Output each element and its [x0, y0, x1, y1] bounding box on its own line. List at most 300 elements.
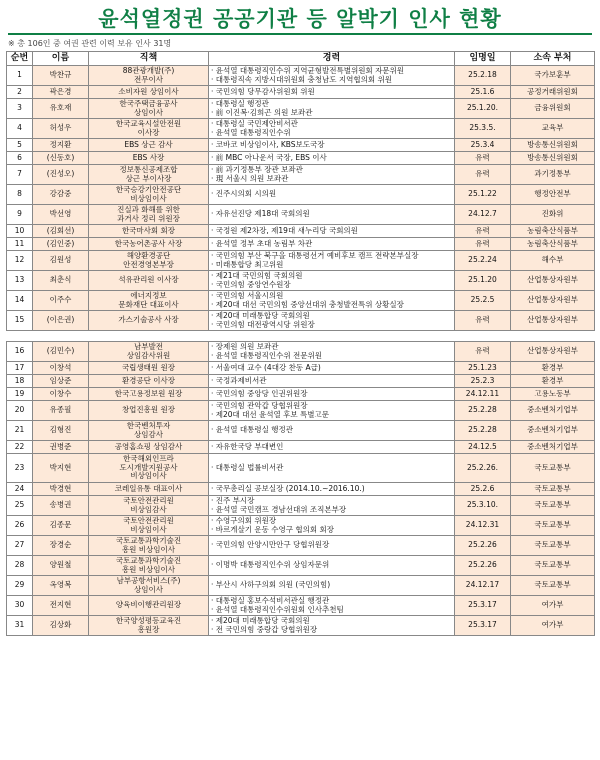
row-name: 송병권: [33, 496, 89, 516]
row-ministry: 농림축산식품부: [511, 238, 595, 251]
row-position: [89, 342, 209, 362]
position-line: 남부공항서비스(주): [116, 576, 181, 585]
position-line: 가스기술공사 사장: [118, 315, 179, 325]
row-number: 5: [7, 139, 33, 152]
row-date: 25.2.26: [455, 556, 511, 576]
row-name: 옥영복: [33, 576, 89, 596]
row-position: [89, 616, 209, 636]
header-date: 임명일: [455, 52, 511, 66]
row-ministry: 환경부: [511, 375, 595, 388]
row-career: [209, 342, 455, 362]
row-date: 25.1.23: [455, 362, 511, 375]
row-number: 19: [7, 388, 33, 401]
position-line: 한국마사회 회장: [121, 225, 176, 235]
row-position: [89, 311, 209, 331]
table-row: [7, 291, 595, 311]
career-line: · 자유선진당 제18대 국회의원: [211, 209, 310, 219]
career-line: · 윤석열 대통령직인수위: [211, 127, 291, 137]
career-line: · 윤석열 정부 초대 농림부 차관: [211, 238, 313, 248]
row-career: [209, 225, 455, 238]
row-name: 박경현: [33, 483, 89, 496]
row-name: 이창수: [33, 388, 89, 401]
row-position: [89, 496, 209, 516]
row-ministry: 국토교통부: [511, 454, 595, 483]
career-line: · 국정과제비서관: [211, 375, 267, 385]
row-date: 24.12.5: [455, 441, 511, 454]
table-row: [7, 251, 595, 271]
table-row: [7, 556, 595, 576]
row-name: (이은권): [33, 311, 89, 331]
position-line: 에너지정보: [130, 291, 167, 300]
row-number: 22: [7, 441, 33, 454]
career-line: · 윤석열 국민캠프 경남선대위 조직본부장: [211, 504, 347, 514]
row-date: 유력: [455, 238, 511, 251]
position-line: 비상임이사: [130, 471, 167, 481]
row-career: [209, 291, 455, 311]
row-name: (김회선): [33, 225, 89, 238]
row-number: 14: [7, 291, 33, 311]
row-number: 24: [7, 483, 33, 496]
row-name: (김민수): [33, 342, 89, 362]
row-date: 25.3.17: [455, 616, 511, 636]
position-line: 문화재단 대표이사: [118, 299, 179, 309]
position-line: 남부발전: [134, 342, 163, 351]
row-date: 25.1.20.: [455, 99, 511, 119]
header-position: 직책: [89, 52, 209, 66]
row-date: 25.2.5: [455, 291, 511, 311]
row-career: [209, 401, 455, 421]
position-line: 양육비이행관리원장: [115, 600, 182, 610]
row-number: 23: [7, 454, 33, 483]
career-line: · 대통령실 홍보수석비서관실 행정관: [211, 596, 330, 605]
row-position: [89, 401, 209, 421]
row-career: [209, 454, 455, 483]
position-line: 환경공단 이사장: [121, 375, 176, 385]
position-line: 도시개발지원공사: [119, 462, 178, 472]
row-date: 25.3.4: [455, 139, 511, 152]
career-line: · 제20대 대선 윤석열 후보 특별고문: [211, 409, 330, 419]
table-row: [7, 536, 595, 556]
position-line: 비상임이사: [130, 193, 167, 203]
row-number: 21: [7, 421, 33, 441]
position-line: 소비자원 상임이사: [118, 86, 179, 96]
career-line: · 국민의힘 중앙당 인권위원장: [211, 388, 308, 398]
row-number: 31: [7, 616, 33, 636]
table-row: [7, 225, 595, 238]
position-line: 한국승강기안전공단: [115, 185, 182, 194]
table-row: [7, 119, 595, 139]
row-career: [209, 66, 455, 86]
row-date: 25.2.3: [455, 375, 511, 388]
row-date: 유력: [455, 152, 511, 165]
career-line: · 現 서울시 의원 보좌관: [211, 173, 289, 183]
row-ministry: 국토교통부: [511, 576, 595, 596]
career-line: · 코바코 비상임이사, KBS보도국장: [211, 139, 325, 149]
row-career: [209, 271, 455, 291]
table-row: [7, 185, 595, 205]
row-name: 박찬규: [33, 66, 89, 86]
row-position: [89, 139, 209, 152]
position-line: EBS 사장: [132, 152, 165, 162]
row-number: 27: [7, 536, 33, 556]
position-line: 상임이사: [134, 584, 163, 594]
position-line: 한국양성평등교육진: [115, 616, 182, 625]
header-career: 경력: [209, 52, 455, 66]
row-number: 28: [7, 556, 33, 576]
row-date: 25.2.6: [455, 483, 511, 496]
row-name: 박지현: [33, 454, 89, 483]
row-date: 24.12.17: [455, 576, 511, 596]
career-line: · 전 국민의힘 중랑갑 당협위원장: [211, 624, 318, 634]
row-name: (김인중): [33, 238, 89, 251]
position-line: 정보통신공제조합: [119, 165, 178, 174]
row-career: [209, 556, 455, 576]
row-position: [89, 421, 209, 441]
row-number: 12: [7, 251, 33, 271]
table-row: [7, 441, 595, 454]
career-line: · 국정원 제2차장, 제19대 새누리당 국회의원: [211, 225, 358, 235]
table-row: [7, 616, 595, 636]
career-line: · 윤석열 대통령직인수위 지역균형발전특별위원회 자문위원: [211, 66, 405, 75]
career-line: · 윤석열 대통령직인수위 전문위원: [211, 350, 322, 360]
table-row: [7, 576, 595, 596]
career-line: · 미래통합당 최고위원: [211, 259, 284, 269]
row-ministry: 진화위: [511, 205, 595, 225]
row-number: 1: [7, 66, 33, 86]
table-row: [7, 271, 595, 291]
row-number: 7: [7, 165, 33, 185]
row-position: [89, 362, 209, 375]
row-name: 장경순: [33, 536, 89, 556]
row-name: 이주수: [33, 291, 89, 311]
row-ministry: 국토교통부: [511, 496, 595, 516]
row-name: (신동호): [33, 152, 89, 165]
row-position: [89, 185, 209, 205]
row-number: 9: [7, 205, 33, 225]
row-date: 25.2.28: [455, 401, 511, 421]
career-line: · 국민의힘 대전광역시당 위원장: [211, 319, 315, 329]
position-line: 비상임이사: [130, 524, 167, 534]
row-date: 유력: [455, 225, 511, 238]
row-position: [89, 205, 209, 225]
position-line: 한국주택금융공사: [119, 99, 178, 108]
position-line: 비상임감사: [130, 504, 167, 514]
row-position: [89, 596, 209, 616]
career-line: · 수영구의회 위원장: [211, 516, 277, 525]
row-ministry: 산업통상자원부: [511, 291, 595, 311]
row-ministry: 금융위원회: [511, 99, 595, 119]
row-ministry: 행정안전부: [511, 185, 595, 205]
row-ministry: 여가부: [511, 596, 595, 616]
career-line: · 국무총리실 공보실장 (2014.10.~2016.10.): [211, 483, 365, 493]
row-career: [209, 616, 455, 636]
position-line: 한국해외인프라: [123, 454, 174, 464]
career-line: · 국민의힘 부산 북구을 대통령선거 예비후보 캠프 전략본부실장: [211, 251, 419, 260]
row-date: 유력: [455, 311, 511, 331]
career-line: · 제21대 국민의힘 국회의원: [211, 271, 303, 280]
row-career: [209, 119, 455, 139]
table-row: [7, 483, 595, 496]
position-line: 한국벤처투자: [126, 421, 171, 430]
row-date: 25.1.6: [455, 86, 511, 99]
career-line: · 국민의힘 서울시의원: [211, 291, 284, 300]
header-no: 순번: [7, 52, 33, 66]
row-position: [89, 251, 209, 271]
career-line: · 국민의힘 관악갑 당협위원장: [211, 401, 308, 410]
row-date: 25.2.28: [455, 421, 511, 441]
career-line: · 前 MBC 아나운서 국장, EBS 이사: [211, 152, 327, 162]
career-line: · 국민의힘 중앙연수원장: [211, 279, 291, 289]
position-line: 해양환경공단: [126, 251, 171, 260]
row-ministry: 여가부: [511, 616, 595, 636]
row-career: [209, 536, 455, 556]
row-career: [209, 311, 455, 331]
row-ministry: 농림축산식품부: [511, 225, 595, 238]
page-title: 윤석열정권 공공기관 등 알박기 인사 현황: [8, 6, 592, 35]
summary-note: ※ 총 106인 중 여권 관련 이력 보유 인사 31명: [8, 39, 172, 48]
row-name: 이창석: [33, 362, 89, 375]
row-date: 25.3.5.: [455, 119, 511, 139]
table-row: [7, 86, 595, 99]
table-row: [7, 165, 595, 185]
career-line: · 장제원 의원 보좌관: [211, 342, 279, 351]
appointments-table: [6, 51, 595, 636]
row-ministry: 해수부: [511, 251, 595, 271]
row-career: [209, 483, 455, 496]
row-ministry: 국토교통부: [511, 483, 595, 496]
row-career: [209, 516, 455, 536]
row-date: 24.12.11: [455, 388, 511, 401]
career-line: · 서울여대 교수 (4대강 찬동 A급): [211, 362, 321, 372]
row-career: [209, 152, 455, 165]
row-ministry: 산업통상자원부: [511, 342, 595, 362]
row-number: 20: [7, 401, 33, 421]
table-body: [7, 66, 595, 636]
row-position: [89, 556, 209, 576]
career-line: · 자유한국당 부대변인: [211, 441, 284, 451]
position-line: 국립생태원 원장: [121, 362, 176, 372]
row-career: [209, 441, 455, 454]
row-career: [209, 576, 455, 596]
row-name: 정지환: [33, 139, 89, 152]
career-line: · 진주 부시장: [211, 496, 255, 505]
row-number: 30: [7, 596, 33, 616]
position-line: 과거사 정리 위원장: [117, 213, 180, 223]
row-number: 13: [7, 271, 33, 291]
table-row: [7, 596, 595, 616]
header-ministry: 소속 부처: [511, 52, 595, 66]
row-number: 11: [7, 238, 33, 251]
row-number: 2: [7, 86, 33, 99]
table-row: [7, 99, 595, 119]
row-number: 16: [7, 342, 33, 362]
row-name: 김원성: [33, 251, 89, 271]
row-career: [209, 238, 455, 251]
row-ministry: 국가보훈부: [511, 66, 595, 86]
row-number: 10: [7, 225, 33, 238]
position-line: 상임감사위원: [126, 350, 171, 360]
row-career: [209, 388, 455, 401]
career-line: · 국민의힘 안양시만안구 당협위원장: [211, 540, 330, 550]
row-ministry: 과기정통부: [511, 165, 595, 185]
table-row: [7, 496, 595, 516]
row-position: [89, 576, 209, 596]
row-number: 25: [7, 496, 33, 516]
row-name: 전지현: [33, 596, 89, 616]
row-number: 29: [7, 576, 33, 596]
position-line: 안전경영본부장: [123, 259, 174, 269]
row-position: [89, 86, 209, 99]
position-line: 상임감사: [134, 429, 163, 439]
row-career: [209, 205, 455, 225]
row-name: 김종문: [33, 516, 89, 536]
row-number: 17: [7, 362, 33, 375]
career-line: · 대통령실 행정관: [211, 99, 269, 108]
row-career: [209, 185, 455, 205]
position-line: 공영홈쇼핑 상임감사: [114, 441, 183, 451]
row-ministry: 공정거래위원회: [511, 86, 595, 99]
career-line: · 바르게살기 운동 수영구 협의회 회장: [211, 524, 334, 534]
row-ministry: 국토교통부: [511, 556, 595, 576]
career-line: · 부산시 사하구의회 의원 (국민의힘): [211, 580, 331, 590]
row-date: 25.1.22: [455, 185, 511, 205]
position-line: 한국고용정보원 원장: [114, 388, 183, 398]
row-name: 최춘식: [33, 271, 89, 291]
row-ministry: 중소벤처기업부: [511, 441, 595, 454]
row-career: [209, 362, 455, 375]
row-ministry: 고용노동부: [511, 388, 595, 401]
row-name: 강감중: [33, 185, 89, 205]
position-line: 국토교통과학기술진: [115, 556, 182, 565]
career-line: · 前 이진복·김희곤 의원 보좌관: [211, 107, 313, 117]
career-line: · 제20대 대선 국민의힘 중앙선대위 충청발전특위 상황실장: [211, 299, 404, 309]
row-name: 유호재: [33, 99, 89, 119]
row-ministry: 국토교통부: [511, 536, 595, 556]
row-date: 25.2.26.: [455, 454, 511, 483]
row-number: 18: [7, 375, 33, 388]
table-row: [7, 342, 595, 362]
career-line: · 前 과기정통부 장관 보좌관: [211, 165, 303, 174]
row-career: [209, 421, 455, 441]
row-date: 25.3.10.: [455, 496, 511, 516]
row-career: [209, 86, 455, 99]
position-line: 국토안전관리원: [123, 516, 174, 525]
table-row: [7, 205, 595, 225]
row-career: [209, 99, 455, 119]
row-ministry: 중소벤처기업부: [511, 421, 595, 441]
row-number: 4: [7, 119, 33, 139]
row-name: 허성우: [33, 119, 89, 139]
position-line: 상근 부이사장: [125, 173, 172, 183]
row-ministry: 중소벤처기업부: [511, 401, 595, 421]
career-line: · 국민의힘 당무감사위원회 위원: [211, 86, 315, 96]
position-line: 흥원 비상임이사: [121, 544, 176, 554]
row-number: 3: [7, 99, 33, 119]
position-line: 창업진흥원 원장: [121, 405, 176, 415]
row-name: 김형진: [33, 421, 89, 441]
row-career: [209, 596, 455, 616]
row-ministry: 환경부: [511, 362, 595, 375]
career-line: · 대통령실 법률비서관: [211, 462, 284, 472]
row-name: 양원철: [33, 556, 89, 576]
row-position: [89, 152, 209, 165]
row-career: [209, 375, 455, 388]
row-name: 유종필: [33, 401, 89, 421]
row-position: [89, 119, 209, 139]
career-line: · 대통령직속 지방시대위원회 충청남도 지역협의회 위원: [211, 74, 392, 84]
position-line: 진실과 화해를 위한: [117, 205, 180, 214]
table-row: [7, 421, 595, 441]
row-date: 25.3.17: [455, 596, 511, 616]
career-line: · 윤석열 대통령실 행정관: [211, 425, 293, 435]
table-header-row: [7, 52, 595, 66]
position-line: EBS 상근 감사: [124, 139, 173, 149]
row-date: 유력: [455, 342, 511, 362]
row-position: [89, 516, 209, 536]
row-position: [89, 441, 209, 454]
position-line: 상임이사: [134, 107, 163, 117]
table-row: [7, 152, 595, 165]
row-career: [209, 165, 455, 185]
row-date: 25.1.20: [455, 271, 511, 291]
row-name: 곽은경: [33, 86, 89, 99]
table-row: [7, 362, 595, 375]
position-line: 88관광개발(주): [122, 66, 175, 75]
header-name: 이름: [33, 52, 89, 66]
row-date: 유력: [455, 165, 511, 185]
row-position: [89, 66, 209, 86]
table-row: [7, 66, 595, 86]
career-line: · 대통령실 국민제안비서관: [211, 119, 298, 128]
row-position: [89, 388, 209, 401]
position-line: 흥원 비상임이사: [121, 564, 176, 574]
row-name: 임상준: [33, 375, 89, 388]
row-date: 25.2.18: [455, 66, 511, 86]
row-position: [89, 99, 209, 119]
row-position: [89, 271, 209, 291]
table-row: [7, 388, 595, 401]
table-row: [7, 311, 595, 331]
position-line: 이사장: [137, 127, 160, 137]
row-name: (진성오): [33, 165, 89, 185]
table-row: [7, 516, 595, 536]
row-position: [89, 454, 209, 483]
position-line: 흥원장: [137, 624, 160, 634]
row-ministry: 국토교통부: [511, 516, 595, 536]
career-line: · 제20대 미래통합당 국회의원: [211, 616, 310, 625]
position-line: 코레일유통 대표이사: [114, 483, 183, 493]
position-line: 전무이사: [134, 74, 163, 84]
career-line: · 윤석열 대통령직인수위원회 인사추천팀: [211, 604, 344, 614]
position-line: 국토교통과학기술진: [115, 536, 182, 545]
row-name: 김상화: [33, 616, 89, 636]
career-line: · 진주시의회 시의원: [211, 189, 277, 199]
position-line: 석유관리원 이사장: [118, 275, 179, 285]
table-row: [7, 401, 595, 421]
row-career: [209, 251, 455, 271]
position-line: 국토안전관리원: [123, 496, 174, 505]
row-ministry: 교육부: [511, 119, 595, 139]
row-ministry: 방송통신위원회: [511, 139, 595, 152]
row-date: 24.12.7: [455, 205, 511, 225]
row-number: 15: [7, 311, 33, 331]
row-position: [89, 291, 209, 311]
table-row: [7, 375, 595, 388]
row-ministry: 산업통상자원부: [511, 311, 595, 331]
row-ministry: 산업통상자원부: [511, 271, 595, 291]
career-line: · 제20대 미래통합당 국회의원: [211, 311, 310, 320]
row-number: 6: [7, 152, 33, 165]
